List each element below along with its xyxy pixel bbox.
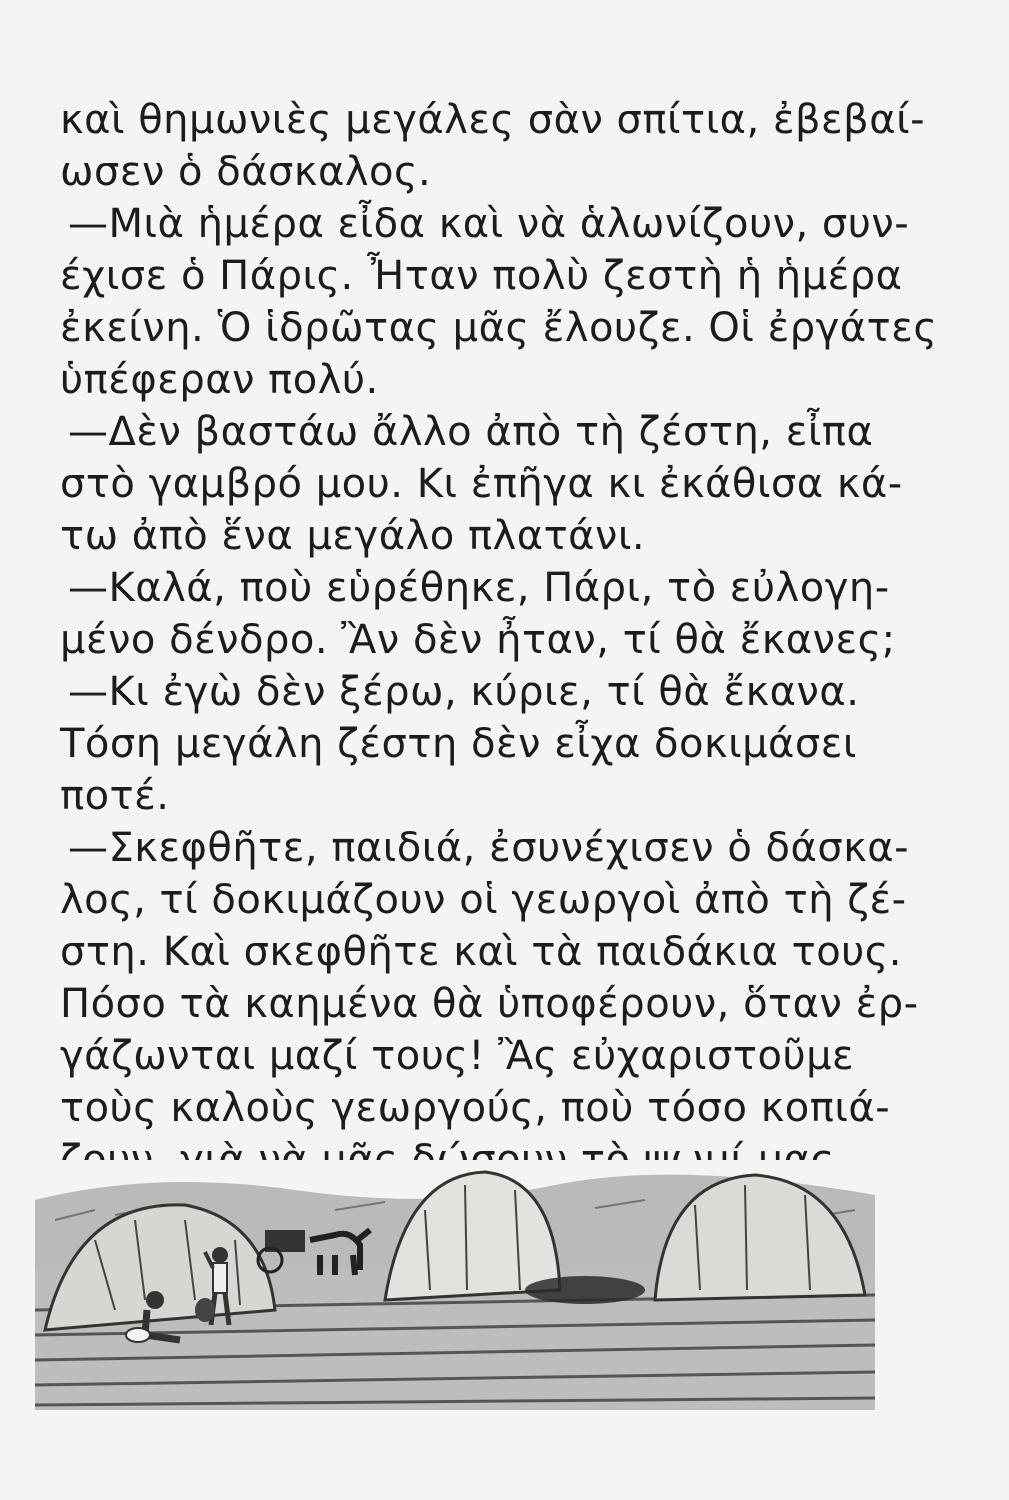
haystacks-illustration bbox=[35, 1160, 875, 1410]
text-line-13: Τόση μεγάλη ζέστη δὲν εἶχα δοκιμάσει bbox=[60, 721, 857, 767]
text-line-18: Πόσο τὰ καημένα θὰ ὑποφέρουν, ὅταν ἐρ- bbox=[60, 981, 919, 1027]
text-line-16: λος, τί δοκιμάζουν οἱ γεωργοὶ ἀπὸ τὴ ζέ- bbox=[60, 877, 907, 923]
text-line-14: ποτέ. bbox=[60, 773, 170, 819]
haystacks-drawing bbox=[35, 1160, 875, 1410]
text-line-10: —Καλά, ποὺ εὑρέθηκε, Πάρι, τὸ εὐλογη- bbox=[68, 565, 890, 611]
text-line-19: γάζωνται μαζί τους! Ἂς εὐχαριστοῦμε bbox=[60, 1033, 855, 1079]
text-line-7: —Δὲν βαστάω ἄλλο ἀπὸ τὴ ζέστη, εἶπα bbox=[68, 409, 874, 455]
text-line-8: στὸ γαμβρό μου. Κι ἐπῆγα κι ἐκάθισα κά- bbox=[60, 461, 903, 507]
text-line-6: ὑπέφεραν πολύ. bbox=[60, 357, 379, 403]
text-line-20: τοὺς καλοὺς γεωργούς, ποὺ τόσο κοπιά- bbox=[60, 1085, 891, 1131]
text-line-4: έχισε ὁ Πάρις. Ἦταν πολὺ ζεστὴ ἡ ἡμέρα bbox=[60, 253, 903, 299]
text-line-11: μένο δένδρο. Ἂν δὲν ἦταν, τί θὰ ἔκανες; bbox=[60, 617, 896, 663]
text-line-9: τω ἀπὸ ἕνα μεγάλο πλατάνι. bbox=[60, 513, 646, 559]
stack-shadow bbox=[525, 1276, 645, 1304]
text-line-5: ἐκείνη. Ὁ ἱδρῶτας μᾶς ἔλουζε. Οἱ ἐργάτες bbox=[60, 305, 938, 351]
text-line-3: —Μιὰ ἡμέρα εἶδα καὶ νὰ ἁλωνίζουν, συν- bbox=[68, 201, 910, 247]
text-line-2: ωσεν ὁ δάσκαλος. bbox=[60, 149, 432, 195]
text-line-12: —Κι ἐγὼ δὲν ξέρω, κύριε, τί θὰ ἔκανα. bbox=[68, 669, 860, 715]
text-line-15: —Σκεφθῆτε, παιδιά, ἐσυνέχισεν ὁ δάσκα- bbox=[68, 825, 910, 871]
text-line-1: καὶ θημωνιὲς μεγάλες σὰν σπίτια, ἐβεβαί- bbox=[60, 97, 926, 143]
text-line-17: στη. Καὶ σκεφθῆτε καὶ τὰ παιδάκια τους. bbox=[60, 929, 902, 975]
